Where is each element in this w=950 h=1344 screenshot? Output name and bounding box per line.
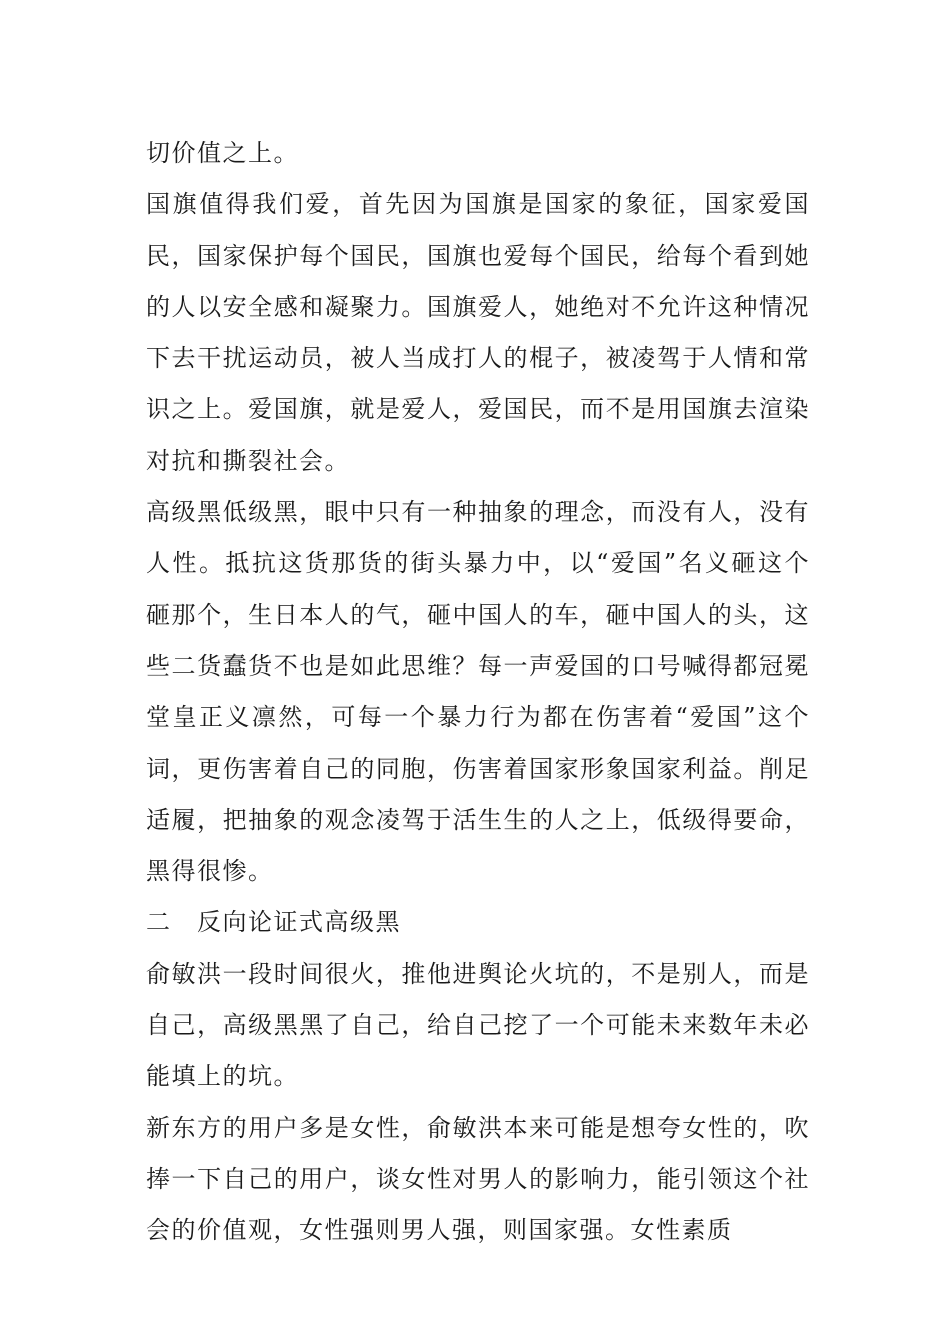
paragraph-yu-minhong: 俞敏洪一段时间很火，推他进舆论火坑的，不是别人，而是自己，高级黑黑了自己，给自己挖了一个可能未来数年未必能填上的坑。 bbox=[146, 959, 810, 1091]
paragraph-national-flag: 国旗值得我们爱，首先因为国旗是国家的象征，国家爱国民，国家保护每个国民，国旗也爱每个国民，给每个看到她的人以安全感和凝聚力。国旗爱人，她绝对不允许这种情况下去干扰运动员，被人当成打人的棍子，被凌驾于人情和常识之上。爱国旗，就是爱人，爱国民，而不是用国旗去渲染对抗和撕裂社会。 bbox=[146, 190, 810, 475]
paragraph-high-low-black: 高级黑低级黑，眼中只有一种抽象的理念，而没有人，没有人性。抵抗这货那货的街头暴力中，以“爱国”名义砸这个砸那个，生日本人的气，砸中国人的车，砸中国人的头，这些二货蠢货不也是如此思维？每一声爱国的口号喊得都冠冕堂皇正义凛然，可每一个暴力行为都在伤害着“爱国”这个词，更伤害着自己的同胞，伤害着国家形象国家利益。削足适履，把抽象的观念凌驾于活生生的人之上，低级得要命，黑得很惨。 bbox=[146, 498, 810, 886]
document-body bbox=[146, 128, 810, 1257]
paragraph-continuation: 切价值之上。 bbox=[146, 139, 299, 167]
section-heading: 二 反向论证式高级黑 bbox=[146, 908, 401, 937]
paragraph-new-oriental: 新东方的用户多是女性，俞敏洪本来可能是想夸女性的，吹捧一下自己的用户，谈女性对男人的影响力，能引领这个社会的价值观，女性强则男人强，则国家强。女性素质 bbox=[146, 1113, 810, 1245]
